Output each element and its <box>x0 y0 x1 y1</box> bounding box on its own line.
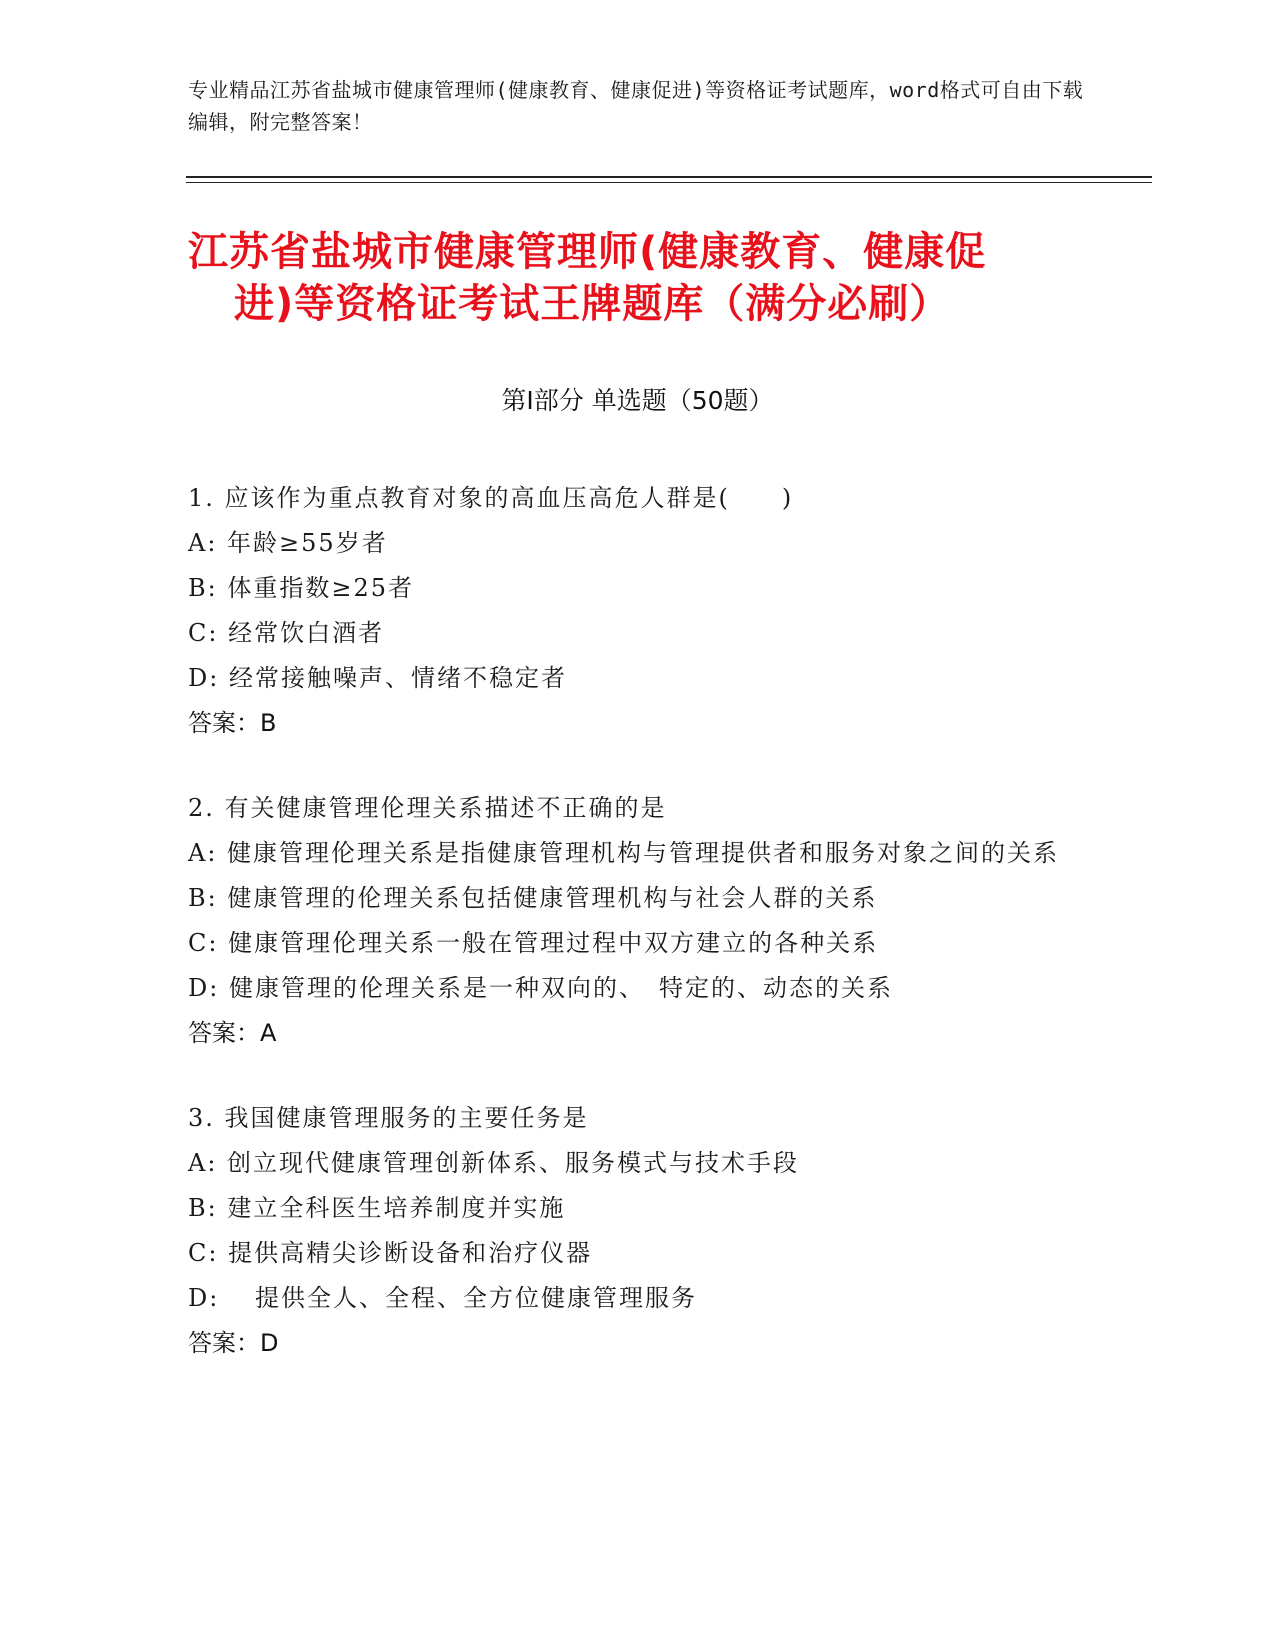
option-c: C: 经常饮白酒者 <box>188 619 385 647</box>
section-title: 第Ⅰ部分 单选题（50题） <box>501 386 774 415</box>
answer: 答案：D <box>188 1329 279 1357</box>
option-d: D: 提供全人、全程、全方位健康管理服务 <box>188 1284 697 1312</box>
question-stem: 1. 应该作为重点教育对象的高血压高危人群是( ) <box>188 484 794 512</box>
option-b: B: 建立全科医生培养制度并实施 <box>188 1194 566 1222</box>
option-d: D: 健康管理的伦理关系是一种双向的、 特定的、动态的关系 <box>188 974 893 1002</box>
option-a: A: 创立现代健康管理创新体系、服务模式与技术手段 <box>188 1149 800 1177</box>
option-c: C: 健康管理伦理关系一般在管理过程中双方建立的各种关系 <box>188 929 879 957</box>
answer: 答案：A <box>188 1019 277 1047</box>
option-b: B: 健康管理的伦理关系包括健康管理机构与社会人群的关系 <box>188 884 878 912</box>
header-rule-thin <box>186 182 1152 183</box>
document-title-line1: 江苏省盐城市健康管理师(健康教育、健康促 <box>188 229 987 275</box>
option-a: A: 健康管理伦理关系是指健康管理机构与管理提供者和服务对象之间的关系 <box>188 839 1060 867</box>
question-2 <box>188 786 1088 1056</box>
question-1 <box>188 476 1088 746</box>
option-c: C: 提供高精尖诊断设备和治疗仪器 <box>188 1239 593 1267</box>
option-a: A: 年龄≥55岁者 <box>188 529 388 557</box>
question-list <box>188 476 1088 1406</box>
question-stem: 3. 我国健康管理服务的主要任务是 <box>188 1104 589 1132</box>
header-rule-thick <box>186 176 1152 178</box>
document-title-line2: 进)等资格证考试王牌题库（满分必刷） <box>234 281 951 327</box>
option-b: B: 体重指数≥25者 <box>188 574 414 602</box>
document-title <box>188 226 1088 330</box>
question-stem: 2. 有关健康管理伦理关系描述不正确的是 <box>188 794 667 822</box>
option-d: D: 经常接触噪声、情绪不稳定者 <box>188 664 567 692</box>
question-3 <box>188 1096 1088 1366</box>
header-note: 专业精品江苏省盐城市健康管理师(健康教育、健康促进)等资格证考试题库，word格式可自由下载编辑，附完整答案！ <box>188 78 1084 134</box>
answer: 答案：B <box>188 709 277 737</box>
